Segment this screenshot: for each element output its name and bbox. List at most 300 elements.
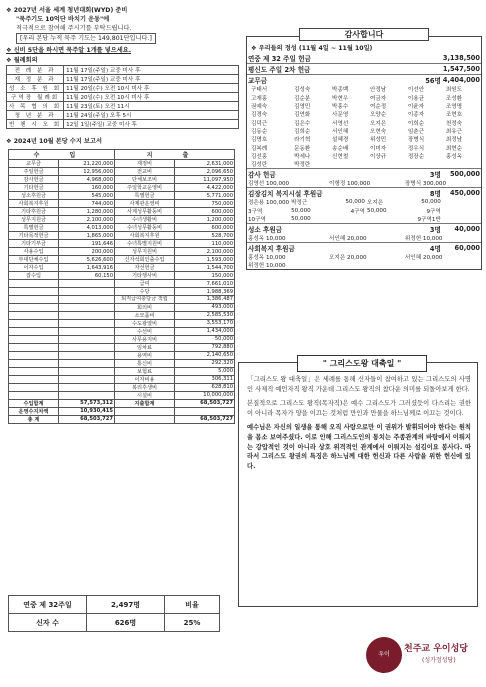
income-item: 기타기부금 bbox=[9, 240, 59, 248]
finance-row bbox=[9, 375, 235, 383]
thanks-offering-amount: 500,000 bbox=[449, 170, 480, 179]
expense-item: 수도광열비 bbox=[115, 319, 175, 327]
expense-amount: 528,700 bbox=[175, 232, 235, 240]
donor-name: 정장순 bbox=[407, 153, 425, 160]
schedule-name: 빈 첸 시 오 회 bbox=[7, 120, 64, 129]
donor-name: 이윤자 bbox=[407, 103, 425, 110]
income-item bbox=[9, 303, 59, 311]
donor-name: 김은수 bbox=[294, 120, 311, 127]
expense-item: 수녀성무활동비 bbox=[115, 224, 175, 232]
expense-item: 단체보조비 bbox=[115, 176, 175, 184]
donor-entry: 김영선 100,000 bbox=[248, 181, 290, 188]
donor-name: 김덕근 bbox=[251, 120, 268, 127]
expense-amount: 4,422,000 bbox=[175, 184, 235, 192]
members-label: 신자 수 bbox=[9, 614, 87, 632]
sermon-title: " 그리스도왕 대축일 " bbox=[297, 355, 427, 372]
tithe-names-row bbox=[247, 93, 481, 101]
income-amount bbox=[59, 351, 115, 359]
second-offering-label: 평신도 주일 2차 헌금 bbox=[248, 66, 311, 74]
donor-name: 최원도 bbox=[445, 87, 463, 94]
income-item: 잡수입 bbox=[9, 272, 59, 280]
donor-name: 홍성옥 bbox=[445, 153, 463, 160]
donor-name: 라기혁 bbox=[294, 137, 311, 144]
kimchi-names-row bbox=[247, 198, 481, 206]
income-amount: 68,503,727 bbox=[59, 415, 115, 423]
income-item: 성무지원금 bbox=[9, 216, 59, 224]
expense-item: 자선헌금 bbox=[115, 264, 175, 272]
parish-subname: (성가정성당) bbox=[422, 657, 456, 664]
income-amount bbox=[59, 280, 115, 288]
expense-item bbox=[115, 415, 175, 423]
finance-transfer-row bbox=[9, 407, 235, 415]
schedule-name: 청 년 분 과 bbox=[7, 111, 64, 120]
income-amount bbox=[59, 319, 115, 327]
income-amount: 12,956,000 bbox=[59, 168, 115, 176]
wyd-total-box: [우리 본당 누적 묵주 기도는 149,801단입니다.] bbox=[16, 33, 156, 44]
schedule-row bbox=[7, 102, 239, 111]
wyd-title: ❖ 2027년 서울 세계 청년대회(WYD) 준비 bbox=[6, 7, 128, 14]
finance-row bbox=[9, 272, 235, 280]
schedule-row bbox=[7, 93, 239, 102]
finance-row bbox=[9, 359, 235, 367]
income-item bbox=[9, 319, 59, 327]
expense-item: 특별헌금 bbox=[115, 192, 175, 200]
schedule-table bbox=[6, 65, 239, 129]
donor-name: 김동순 bbox=[251, 128, 268, 135]
sermon-paragraph-1: 「그리스도 왕 대축일」은 세례를 통해 신자들이 참여하고 있는 그리스도의 사명인 사제직 예언자직 왕직 가운데 그리스도 왕직의 참다운 의미를 되돌아보게 한다. bbox=[247, 376, 471, 393]
kimchi-donation-label: 김장김치 복지시설 후원금 bbox=[248, 190, 323, 199]
thanks-offering-label: 감사 헌금 bbox=[248, 171, 276, 180]
expense-amount: 2,140,650 bbox=[175, 351, 235, 359]
donor-entry: 위정헌 10,000 bbox=[248, 263, 286, 270]
tithe-count: 56명 bbox=[425, 77, 441, 85]
income-amount bbox=[59, 383, 115, 391]
finance-row bbox=[9, 232, 235, 240]
income-item: 감사헌금 bbox=[9, 176, 59, 184]
expense-amount: 10,000,000 bbox=[175, 391, 235, 399]
donor-entry: 9구역1반 bbox=[417, 216, 441, 223]
finance-row bbox=[9, 168, 235, 176]
donor-name: 김선홍 bbox=[251, 153, 268, 160]
donor-entry bbox=[366, 215, 404, 224]
finance-row bbox=[9, 184, 235, 192]
income-item bbox=[9, 335, 59, 343]
expense-item: 복리후생비 bbox=[115, 383, 175, 391]
donor-entry: 50,000 bbox=[291, 215, 311, 222]
donor-name: 신현철 bbox=[332, 153, 349, 160]
donor-name: 문동환 bbox=[294, 145, 311, 152]
wyd-total bbox=[6, 33, 239, 44]
expense-item: 재정비 bbox=[115, 160, 175, 168]
members-count: 626명 bbox=[87, 614, 165, 632]
donor-name: 김복례 bbox=[251, 145, 268, 152]
income-item: 사용수입 bbox=[9, 248, 59, 256]
expense-item: 사제관운영비 bbox=[115, 200, 175, 208]
expense-amount: 3,553,170 bbox=[175, 319, 235, 327]
finance-subtotal-row bbox=[9, 399, 235, 407]
expense-item: 사회복지후원 bbox=[115, 232, 175, 240]
expense-item: 시설비 bbox=[115, 391, 175, 399]
expense-amount: 1,988,369 bbox=[175, 288, 235, 296]
income-item: 부대단체수입 bbox=[9, 256, 59, 264]
expense-amount: 68,503,727 bbox=[175, 399, 235, 407]
income-item: 기타후원금 bbox=[9, 208, 59, 216]
expense-amount: 628,810 bbox=[175, 383, 235, 391]
vocation-donation-amount: 40,000 bbox=[454, 224, 480, 233]
income-amount bbox=[59, 303, 115, 311]
expense-item: 소모품비 bbox=[115, 311, 175, 319]
expense-amount: 750,000 bbox=[175, 200, 235, 208]
donor-name: 조영명 bbox=[445, 103, 463, 110]
income-amount: 744,000 bbox=[59, 200, 115, 208]
donor-entry: 3구역 bbox=[248, 208, 263, 215]
welfare-donation-count: 4명 bbox=[429, 244, 441, 253]
expense-item: 전교비 bbox=[115, 168, 175, 176]
donor-entry: 이형정 100,000 bbox=[329, 181, 371, 188]
wyd-slogan: "묵주기도 10억단 바치기 운동"에 bbox=[16, 16, 110, 23]
donor-entry: 오지은 bbox=[366, 200, 384, 207]
income-item bbox=[9, 280, 59, 288]
income-amount: 191,646 bbox=[59, 240, 115, 248]
schedule-row bbox=[7, 84, 239, 93]
expense-amount: 11,097,950 bbox=[175, 176, 235, 184]
thanks-names-row bbox=[247, 179, 481, 188]
expense-item: 용역비 bbox=[115, 351, 175, 359]
income-amount: 4,968,000 bbox=[59, 176, 115, 184]
donor-name: 박종백 bbox=[332, 87, 349, 94]
schedule-name: 사 목 협 의 회 bbox=[7, 102, 64, 111]
tithe-names-row bbox=[247, 127, 481, 135]
income-item: 기타목적헌금 bbox=[9, 232, 59, 240]
donor-name: 서인혜 bbox=[332, 128, 349, 135]
donor-name: 천정숙 bbox=[445, 120, 463, 127]
donor-entry: 서인혜 20,000 bbox=[404, 254, 443, 261]
finance-row bbox=[9, 343, 235, 351]
finance-row bbox=[9, 335, 235, 343]
donor-name bbox=[442, 160, 481, 169]
donor-entry bbox=[328, 215, 366, 224]
schedule-date: 11월 17일(주일) 교중 미사 후 bbox=[64, 66, 239, 75]
kimchi-donation-amount: 450,000 bbox=[449, 189, 480, 198]
finance-row bbox=[9, 208, 235, 216]
donor-name: 최현순 bbox=[445, 145, 463, 152]
expense-item: 수녀생활비 bbox=[115, 216, 175, 224]
income-item: 기타헌금 bbox=[9, 184, 59, 192]
expense-amount: 600,000 bbox=[175, 224, 235, 232]
expense-item: 급여 bbox=[115, 280, 175, 288]
expense-item: 수선비 bbox=[115, 327, 175, 335]
donor-entry: 박정근 bbox=[291, 200, 308, 207]
finance-row bbox=[9, 256, 235, 264]
sunday-offering-label: 연중 제 32 주일 헌금 bbox=[248, 55, 311, 63]
second-offering-row bbox=[247, 64, 481, 75]
donor-name bbox=[404, 160, 442, 169]
sermon-paragraph-3: 예수님은 자신의 일생을 통해 오직 사랑으로만 이 권위가 발휘되어야 한다는 원칙을 몸소 보여주셨다. 이로 인해 그리스도인의 통치는 주종관계의 바탕에서 이뤄지는 강압적인 것이 아니라 상호 위격적인 관계에서 이뤄지는 섬김이요 봉사다. 따라서 그리스도 왕권의 특징은 하느님께 대한 헌신과 다른 사람을 위한 헌신에 있다. bbox=[247, 424, 471, 470]
finance-row bbox=[9, 303, 235, 311]
attendance-table bbox=[8, 595, 220, 632]
expense-amount: 2,100,000 bbox=[175, 248, 235, 256]
finance-row bbox=[9, 224, 235, 232]
income-amount: 2,100,000 bbox=[59, 216, 115, 224]
income-item bbox=[9, 343, 59, 351]
income-item bbox=[9, 367, 59, 375]
expense-item: 수당 bbox=[115, 288, 175, 296]
income-item bbox=[9, 359, 59, 367]
ratio-label: 비율 bbox=[165, 596, 220, 614]
expense-item: 성무지원비 bbox=[115, 248, 175, 256]
income-item bbox=[9, 288, 59, 296]
donor-name: 박홍수 bbox=[332, 103, 349, 110]
schedule-name: 전 례 분 과 bbox=[7, 66, 64, 75]
welfare-donation-label: 사회복지 후원금 bbox=[248, 244, 295, 253]
donor-name: 송순배 bbox=[332, 145, 349, 152]
donor-name: 이희순 bbox=[407, 120, 425, 127]
left-column bbox=[6, 6, 239, 424]
income-item: 사회복지후원 bbox=[9, 200, 59, 208]
expense-amount: 50,000 bbox=[175, 335, 235, 343]
welfare-names-row bbox=[247, 253, 481, 261]
expense-amount: 110,000 bbox=[175, 240, 235, 248]
expense-item: 사무용지비 bbox=[115, 335, 175, 343]
donor-name: 김경숙 bbox=[251, 112, 268, 119]
right-column bbox=[246, 30, 482, 270]
donor-name: 사문영 bbox=[332, 112, 349, 119]
expense-amount: 1,593,000 bbox=[175, 256, 235, 264]
sermon-paragraph-2: 본질적으로 그리스도 왕직(목자직)은 예수 그리스도가 그러셨듯이 다스리는 권한이 아니라 목자가 양을 이끄는 것처럼 만인과 만물을 하느님께로 이끄는 것이다. bbox=[247, 400, 471, 417]
income-item: 수입합계 bbox=[9, 399, 59, 407]
expense-item: 수녀특별지원비 bbox=[115, 240, 175, 248]
income-item: 총 계 bbox=[9, 415, 59, 423]
donor-name: 여순정 bbox=[369, 103, 387, 110]
income-item: 성소후원금 bbox=[9, 192, 59, 200]
income-item: 운영수지차액 bbox=[9, 407, 59, 415]
wyd-body: 적극적으로 참여해 주시기를 부탁드립니다. bbox=[16, 25, 132, 32]
expense-amount: 600,000 bbox=[175, 208, 235, 216]
expense-item: 신자석회인출수입 bbox=[115, 256, 175, 264]
vocation-names-row bbox=[247, 234, 481, 243]
sunday-offering-amount: 3,138,500 bbox=[442, 54, 480, 62]
donor-name: 여금자 bbox=[369, 95, 387, 102]
expense-item: 사제성무활동비 bbox=[115, 208, 175, 216]
expense-amount: 292,320 bbox=[175, 359, 235, 367]
donor-name: 권예숙 bbox=[251, 103, 268, 110]
finance-row bbox=[9, 296, 235, 304]
expense-amount: 306,311 bbox=[175, 375, 235, 383]
gratitude-period: ❖ 우리들의 정성 (11월 4일 ~ 11월 10일) bbox=[251, 45, 373, 52]
finance-row bbox=[9, 280, 235, 288]
schedule-date: 11월 17일(주일) 교중 미사 후 bbox=[64, 75, 239, 84]
finance-total-row bbox=[9, 415, 235, 423]
expense-amount: 2,096,650 bbox=[175, 168, 235, 176]
finance-row bbox=[9, 240, 235, 248]
donor-name: 이상규 bbox=[369, 153, 387, 160]
donor-entry: 홍성옥 10,000 bbox=[248, 235, 286, 242]
schedule-title: ❖ 월례회의 bbox=[6, 57, 38, 64]
donor-name: 이종자 bbox=[407, 112, 425, 119]
expense-amount: 792,880 bbox=[175, 343, 235, 351]
income-item bbox=[9, 296, 59, 304]
tithe-names-row bbox=[247, 143, 481, 151]
expense-item: 주일학교운영비 bbox=[115, 184, 175, 192]
income-amount: 5,626,600 bbox=[59, 256, 115, 264]
tithe-names-row bbox=[247, 118, 481, 126]
donor-name: 오지은 bbox=[369, 120, 387, 127]
finance-row bbox=[9, 160, 235, 168]
tithe-names-row bbox=[247, 102, 481, 110]
donor-name: 김희순 bbox=[294, 128, 311, 135]
donor-name: 이용균 bbox=[407, 95, 425, 102]
thanks-offering-row bbox=[247, 169, 481, 180]
schedule-row bbox=[7, 111, 239, 120]
income-item bbox=[9, 351, 59, 359]
income-amount bbox=[59, 367, 115, 375]
tithe-names-row bbox=[247, 160, 481, 169]
finance-row bbox=[9, 391, 235, 399]
donor-name: 구태서 bbox=[251, 87, 268, 94]
finance-row bbox=[9, 200, 235, 208]
donor-name: 박세나 bbox=[294, 153, 311, 160]
income-amount bbox=[59, 296, 115, 304]
donor-entry: 오지은 20,000 bbox=[329, 254, 367, 261]
donor-entry: 9구역 bbox=[426, 208, 441, 215]
donor-name: 조성환 bbox=[445, 95, 463, 102]
kimchi-donation-count: 8명 bbox=[429, 190, 441, 199]
expense-item: 통신비 bbox=[115, 359, 175, 367]
schedule-name: 재 정 분 과 bbox=[7, 75, 64, 84]
schedule-name: 구역장 월례회 bbox=[7, 93, 64, 102]
donor-name: 위성민 bbox=[369, 137, 387, 144]
kimchi-names-row bbox=[247, 206, 481, 214]
schedule-row bbox=[7, 120, 239, 129]
income-amount: 10,930,415 bbox=[59, 407, 115, 415]
parish-seal-icon: 우이 bbox=[366, 637, 402, 673]
income-item bbox=[9, 327, 59, 335]
donor-name: 최정남 bbox=[445, 137, 463, 144]
tithe-label: 교무금 bbox=[248, 77, 268, 85]
vocation-donation-row bbox=[247, 223, 481, 234]
expense-amount: 5,000 bbox=[175, 367, 235, 375]
donor-entry: 정은용 100,000 bbox=[248, 200, 290, 207]
finance-row bbox=[9, 351, 235, 359]
donor-name: 정우식 bbox=[407, 145, 425, 152]
ratio-value: 25% bbox=[165, 614, 220, 632]
income-item bbox=[9, 311, 59, 319]
expense-amount: 5,771,000 bbox=[175, 192, 235, 200]
welfare-names-row bbox=[247, 261, 481, 269]
schedule-row bbox=[7, 66, 239, 75]
income-item bbox=[9, 391, 59, 399]
income-item: 교무금 bbox=[9, 160, 59, 168]
tithe-row bbox=[247, 75, 481, 86]
welfare-donation-row bbox=[247, 242, 481, 253]
expense-item: 임차료 bbox=[115, 343, 175, 351]
donor-entry: 위정헌 10,000 bbox=[404, 235, 443, 242]
schedule-date: 11월 20일(수) 오전 10시 미사 후 bbox=[64, 93, 239, 102]
gratitude-table bbox=[247, 53, 481, 269]
expense-item: 지출합계 bbox=[115, 399, 175, 407]
finance-row bbox=[9, 264, 235, 272]
expense-item: 기타행사비 bbox=[115, 272, 175, 280]
expense-amount: 1,544,700 bbox=[175, 264, 235, 272]
expense-item: 이자비용 bbox=[115, 375, 175, 383]
finance-row bbox=[9, 248, 235, 256]
donor-name: 박정란 bbox=[294, 162, 311, 169]
tithe-amount: 4,404,000 bbox=[442, 76, 480, 84]
expense-amount: 150,000 bbox=[175, 272, 235, 280]
parish-logo bbox=[366, 633, 484, 681]
donor-name: 최유근 bbox=[445, 128, 463, 135]
donor-name: 이미자 bbox=[369, 145, 387, 152]
expense-amount: 68,503,727 bbox=[175, 415, 235, 423]
donor-name: 오현숙 bbox=[369, 128, 387, 135]
expense-item: 회의비 bbox=[115, 303, 175, 311]
gratitude-box bbox=[246, 30, 482, 270]
donor-entry: 50,000 bbox=[366, 207, 387, 214]
thanks-offering-count: 3명 bbox=[429, 171, 441, 180]
donor-name: 이선안 bbox=[407, 87, 425, 94]
income-amount bbox=[59, 327, 115, 335]
expense-amount bbox=[175, 407, 235, 415]
income-amount bbox=[59, 375, 115, 383]
income-amount: 1,643,916 bbox=[59, 264, 115, 272]
donor-name: 김성숙 bbox=[294, 87, 311, 94]
tithe-names-row bbox=[247, 110, 481, 118]
expense-amount: 1,434,000 bbox=[175, 327, 235, 335]
finance-row bbox=[9, 216, 235, 224]
donor-name: 설혜경 bbox=[332, 137, 349, 144]
income-amount bbox=[59, 311, 115, 319]
expense-item bbox=[115, 407, 175, 415]
vocation-donation-count: 3명 bbox=[429, 225, 441, 234]
finance-row bbox=[9, 311, 235, 319]
finance-row bbox=[9, 176, 235, 184]
tithe-names-row bbox=[247, 135, 481, 143]
schedule-date: 11월 20일(수) 오전 10시 미사 후 bbox=[64, 84, 239, 93]
donor-name bbox=[366, 160, 404, 169]
donor-entry: 50,000 bbox=[345, 199, 365, 206]
expense-item: 보험료 bbox=[115, 367, 175, 375]
kimchi-donation-row bbox=[247, 188, 481, 199]
donor-name: 임춘근 bbox=[407, 128, 425, 135]
income-amount: 545,000 bbox=[59, 192, 115, 200]
income-amount: 1,280,000 bbox=[59, 208, 115, 216]
expense-amount: 2,585,530 bbox=[175, 311, 235, 319]
finance-row bbox=[9, 192, 235, 200]
tithe-names-row bbox=[247, 85, 481, 93]
income-amount bbox=[59, 335, 115, 343]
schedule-row bbox=[7, 75, 239, 84]
parish-name: 천주교 우이성당 bbox=[404, 644, 468, 654]
finance-row bbox=[9, 327, 235, 335]
donor-name: 서영선 bbox=[332, 120, 349, 127]
donor-entry: 4구역 bbox=[350, 208, 365, 215]
income-amount bbox=[59, 359, 115, 367]
expense-amount: 493,000 bbox=[175, 303, 235, 311]
expense-amount: 7,661,010 bbox=[175, 280, 235, 288]
vocation-donation-label: 성소 후원금 bbox=[248, 225, 283, 234]
donor-name: 박현우 bbox=[332, 95, 349, 102]
welfare-donation-amount: 60,000 bbox=[454, 243, 480, 252]
income-amount bbox=[59, 288, 115, 296]
finance-row bbox=[9, 367, 235, 375]
donor-name: 김영민 bbox=[294, 103, 311, 110]
finance-title: ❖ 2024년 10월 본당 수지 보고서 bbox=[6, 138, 102, 145]
schedule-date: 11월 23일(토) 오전 11시 bbox=[64, 102, 239, 111]
finance-row bbox=[9, 288, 235, 296]
schedule-date: 12일 1일(주일) 교중 미사 후 bbox=[64, 120, 239, 129]
sermon-box bbox=[238, 359, 478, 607]
donor-name: 김연화 bbox=[294, 112, 311, 119]
